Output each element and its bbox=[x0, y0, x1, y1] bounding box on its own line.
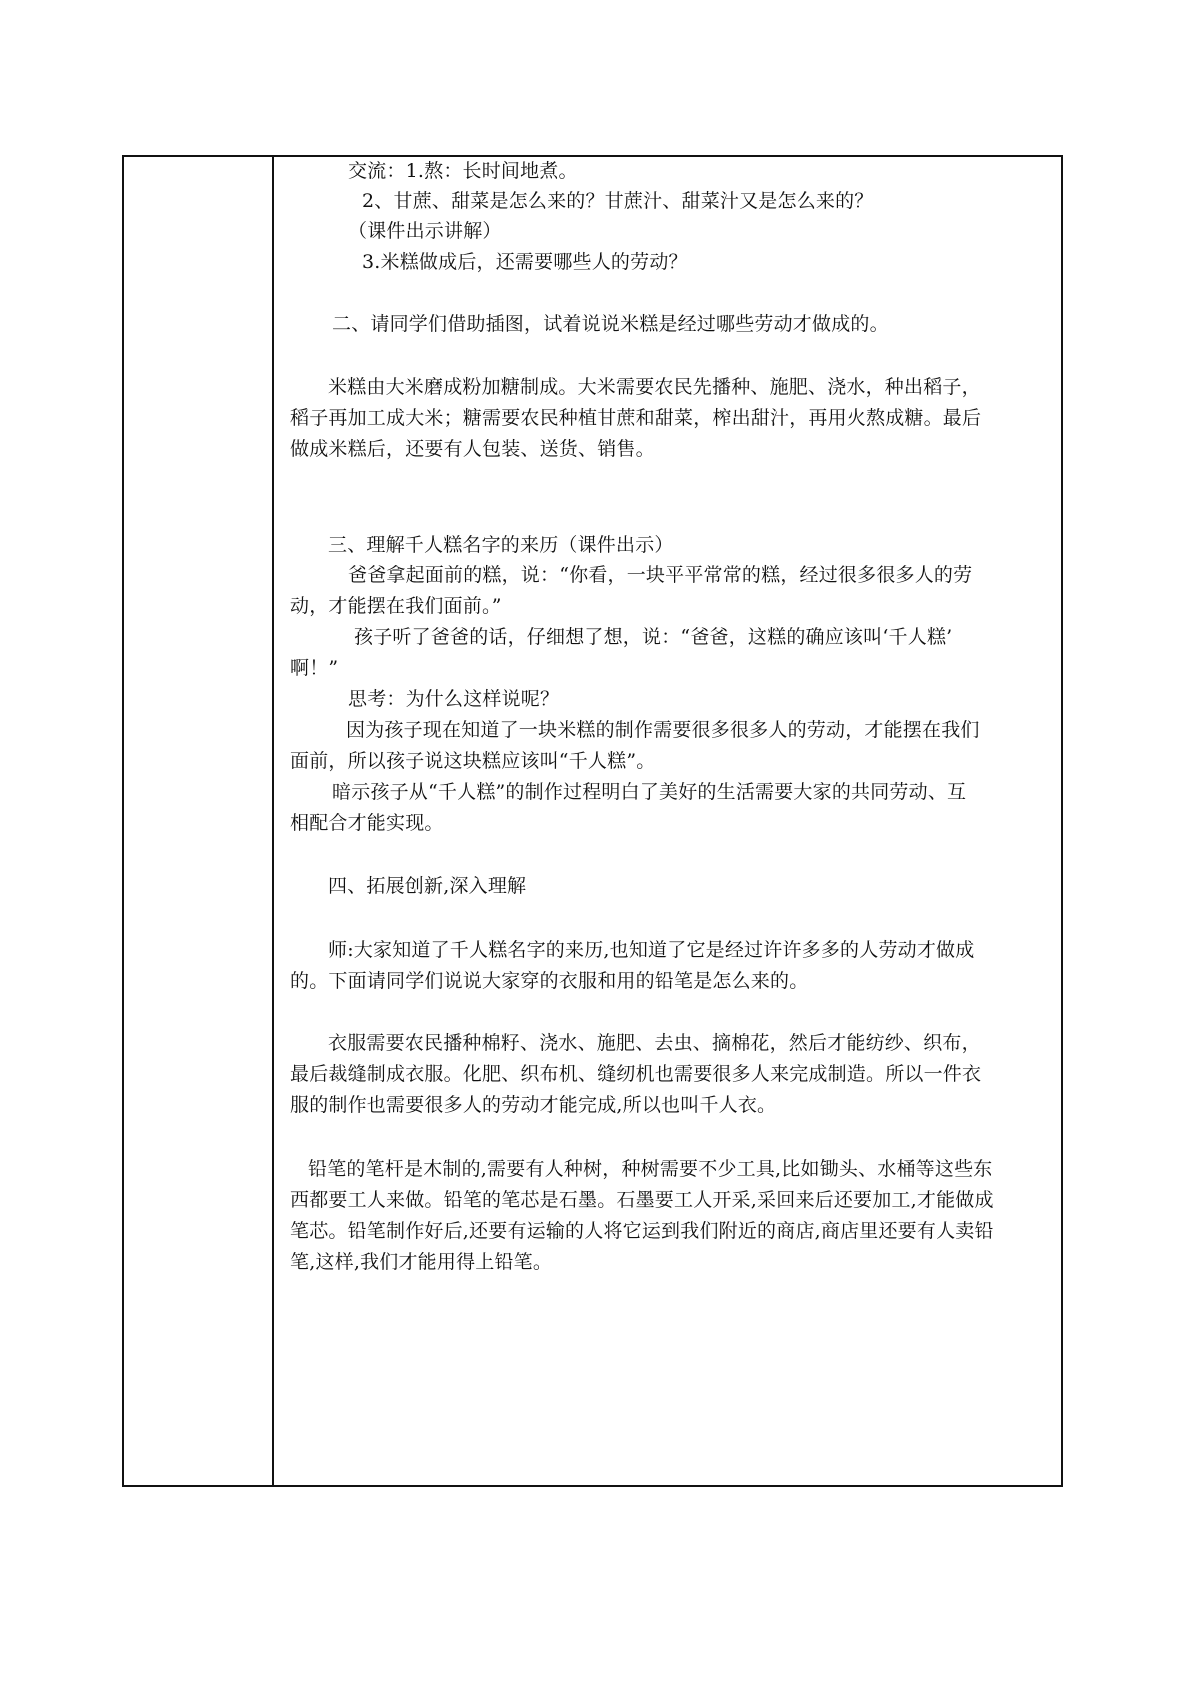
text-line: 笔,这样,我们才能用得上铅笔。 bbox=[290, 1251, 553, 1273]
lesson-table bbox=[122, 155, 1063, 1487]
text-line: 服的制作也需要很多人的劳动才能完成,所以也叫千人衣。 bbox=[290, 1094, 777, 1116]
text-line: 相配合才能实现。 bbox=[290, 812, 444, 834]
text-line: 西都要工人来做。铅笔的笔芯是石墨。石墨要工人开采,采回来后还要加工,才能做成 bbox=[290, 1189, 994, 1211]
text-line: 笔芯。铅笔制作好后,还要有运输的人将它运到我们附近的商店,商店里还要有人卖铅 bbox=[290, 1220, 994, 1242]
text-line: 四、拓展创新,深入理解 bbox=[328, 875, 527, 897]
text-line: 动，才能摆在我们面前。” bbox=[290, 595, 502, 617]
text-line: 三、理解千人糕名字的来历（课件出示） bbox=[328, 534, 674, 556]
text-line: 暗示孩子从“千人糕”的制作过程明白了美好的生活需要大家的共同劳动、互 bbox=[332, 781, 967, 803]
text-line: 铅笔的笔杆是木制的,需要有人种树，种树需要不少工具,比如锄头、水桶等这些东 bbox=[308, 1158, 993, 1180]
text-line: 师:大家知道了千人糕名字的来历,也知道了它是经过许许多多的人劳动才做成 bbox=[328, 939, 975, 961]
text-line: 面前，所以孩子说这块糕应该叫“千人糕”。 bbox=[290, 750, 656, 772]
text-line: 最后裁缝制成衣服。化肥、织布机、缝纫机也需要很多人来完成制造。所以一件衣 bbox=[290, 1063, 982, 1085]
text-line: 稻子再加工成大米；糖需要农民种植甘蔗和甜菜，榨出甜汁，再用火熬成糖。最后 bbox=[290, 407, 982, 429]
text-line: 孩子听了爸爸的话，仔细想了想，说：“爸爸，这糕的确应该叫‘千人糕’ bbox=[354, 626, 953, 648]
text-line: 2、甘蔗、甜菜是怎么来的？甘蔗汁、甜菜汁又是怎么来的？ bbox=[362, 190, 874, 212]
text-line: 啊！” bbox=[290, 657, 339, 679]
text-line: 做成米糕后，还要有人包装、送货、销售。 bbox=[290, 438, 655, 460]
left-column-cell bbox=[124, 157, 272, 1485]
text-line: 的。下面请同学们说说大家穿的衣服和用的铅笔是怎么来的。 bbox=[290, 970, 809, 992]
text-line: 米糕由大米磨成粉加糖制成。大米需要农民先播种、施肥、浇水，种出稻子， bbox=[328, 376, 981, 398]
text-line: 二、请同学们借助插图，试着说说米糕是经过哪些劳动才做成的。 bbox=[332, 313, 889, 335]
text-line: 因为孩子现在知道了一块米糕的制作需要很多很多人的劳动，才能摆在我们 bbox=[346, 719, 980, 741]
text-line: （课件出示讲解） bbox=[348, 220, 502, 242]
text-line: 思考：为什么这样说呢？ bbox=[348, 688, 560, 710]
text-line: 衣服需要农民播种棉籽、浇水、施肥、去虫、摘棉花，然后才能纺纱、织布， bbox=[328, 1032, 981, 1054]
text-line: 3.米糕做成后，还需要哪些人的劳动？ bbox=[362, 251, 688, 273]
content-cell bbox=[274, 157, 1061, 1485]
text-line: 爸爸拿起面前的糕，说：“你看，一块平平常常的糕，经过很多很多人的劳 bbox=[348, 564, 973, 586]
text-line: 交流：1.熬：长时间地煮。 bbox=[348, 160, 578, 182]
